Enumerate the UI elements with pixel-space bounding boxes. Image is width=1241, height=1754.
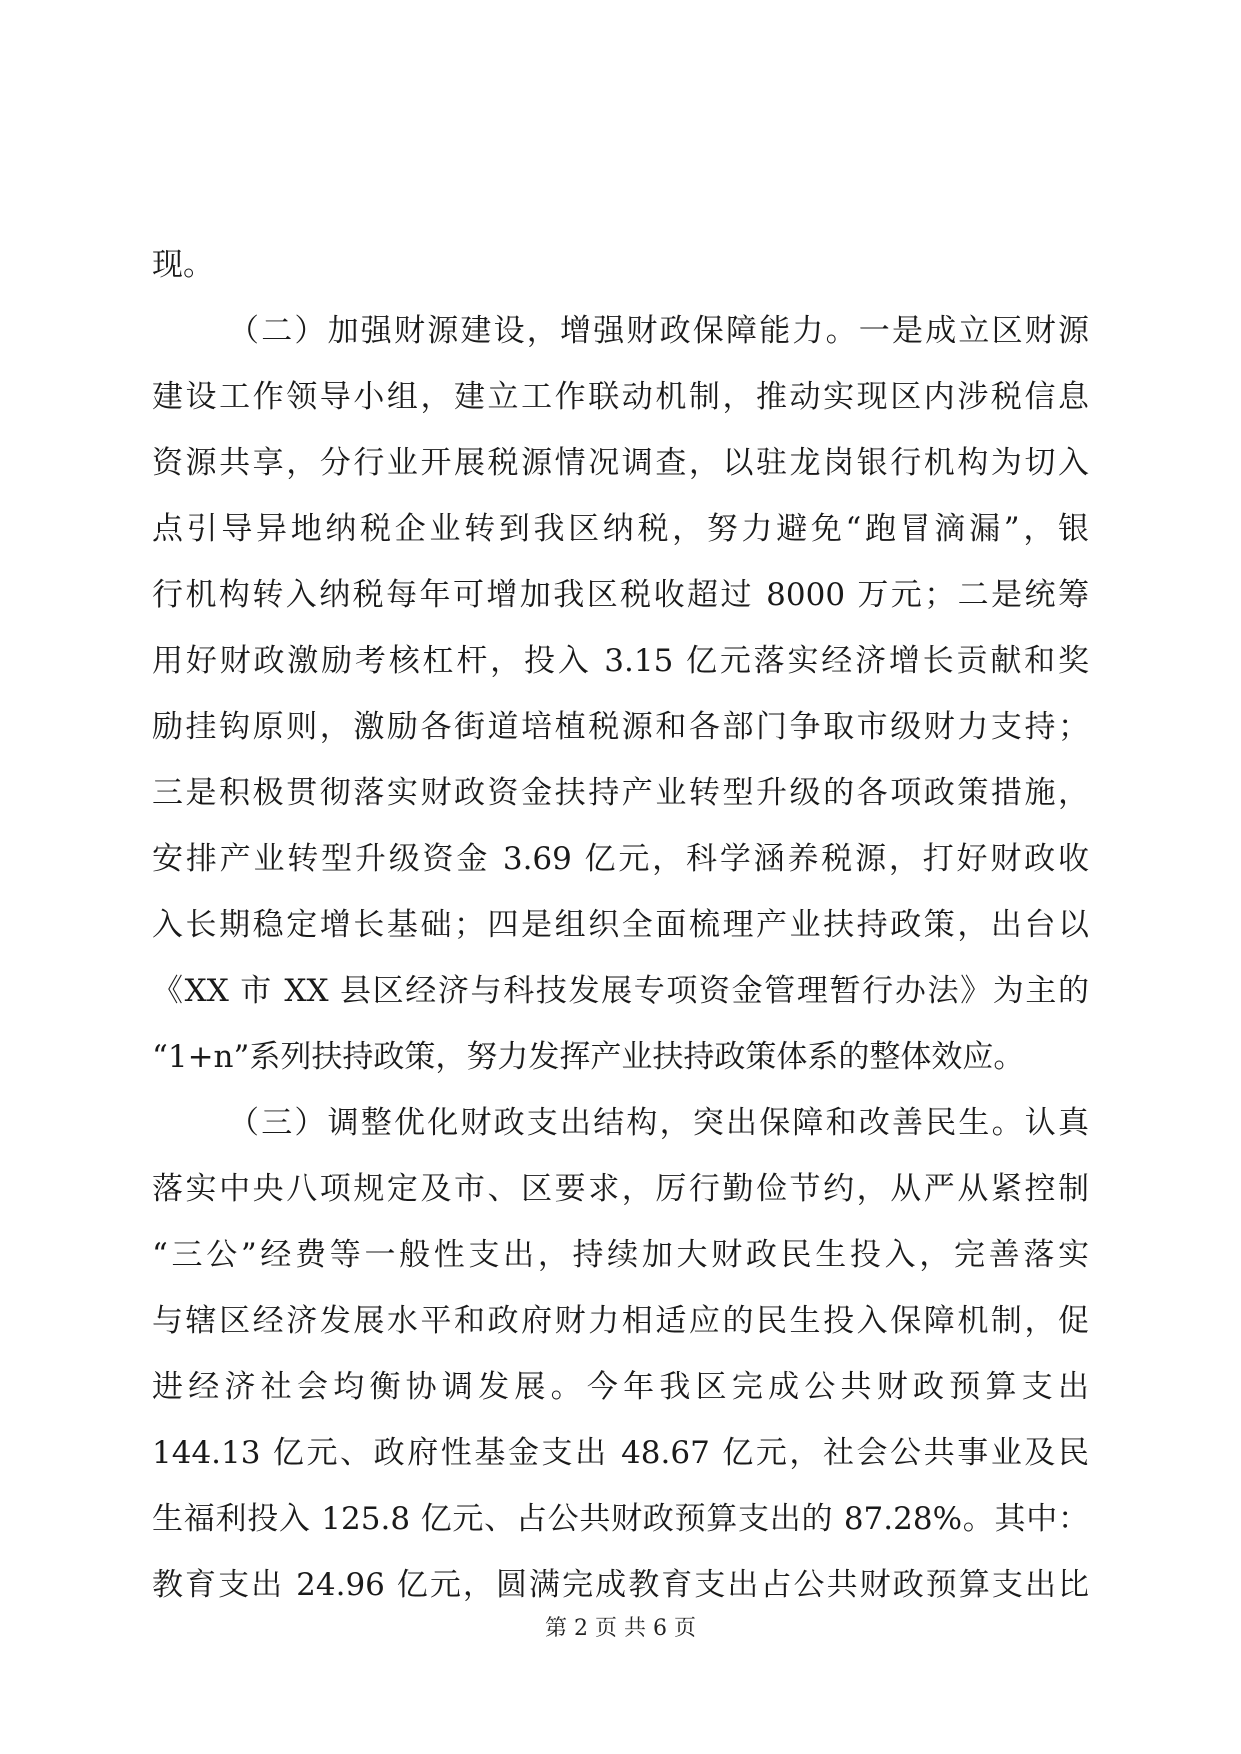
text-line-13: “1+n”系列扶持政策，努力发挥产业扶持政策体系的整体效应。 bbox=[152, 1039, 1025, 1075]
text-line-4: 资源共享，分行业开展税源情况调查，以驻龙岗银行机构为切入 bbox=[152, 445, 1089, 481]
text-line-16: “三公”经费等一般性支出，持续加大财政民生投入，完善落实 bbox=[152, 1237, 1089, 1273]
text-line-3: 建设工作领导小组，建立工作联动机制，推动实现区内涉税信息 bbox=[152, 379, 1089, 415]
text-line-5: 点引导异地纳税企业转到我区纳税，努力避免“跑冒滴漏”，银 bbox=[152, 511, 1089, 547]
text-line-12: 《XX 市 XX 县区经济与科技发展专项资金管理暂行办法》为主的 bbox=[152, 973, 1089, 1009]
text-line-9: 三是积极贯彻落实财政资金扶持产业转型升级的各项政策措施， bbox=[152, 775, 1089, 811]
text-line-11: 入长期稳定增长基础；四是组织全面梳理产业扶持政策，出台以 bbox=[152, 907, 1089, 943]
page-number-footer: 第 2 页 共 6 页 bbox=[545, 1616, 696, 1641]
section-three-heading-line: （三）调整优化财政支出结构，突出保障和改善民生。认真 bbox=[228, 1105, 1089, 1141]
text-line-20: 生福利投入 125.8 亿元、占公共财政预算支出的 87.28%。其中： bbox=[152, 1501, 1089, 1537]
text-line-18: 进经济社会均衡协调发展。今年我区完成公共财政预算支出 bbox=[152, 1369, 1089, 1405]
text-line-10: 安排产业转型升级资金 3.69 亿元，科学涵养税源，打好财政收 bbox=[152, 841, 1089, 877]
text-line-8: 励挂钩原则，激励各街道培植税源和各部门争取市级财力支持； bbox=[152, 709, 1089, 745]
text-line-15: 落实中央八项规定及市、区要求，厉行勤俭节约，从严从紧控制 bbox=[152, 1171, 1089, 1207]
text-line-6: 行机构转入纳税每年可增加我区税收超过 8000 万元；二是统筹 bbox=[152, 577, 1089, 613]
text-line-1: 现。 bbox=[152, 247, 214, 283]
text-line-7: 用好财政激励考核杠杆，投入 3.15 亿元落实经济增长贡献和奖 bbox=[152, 643, 1089, 679]
body-text bbox=[152, 232, 1089, 1618]
text-line-19: 144.13 亿元、政府性基金支出 48.67 亿元，社会公共事业及民 bbox=[152, 1435, 1089, 1471]
section-two-heading-line: （二）加强财源建设，增强财政保障能力。一是成立区财源 bbox=[228, 313, 1089, 349]
text-line-17: 与辖区经济发展水平和政府财力相适应的民生投入保障机制，促 bbox=[152, 1303, 1089, 1339]
text-line-21: 教育支出 24.96 亿元，圆满完成教育支出占公共财政预算支出比 bbox=[152, 1567, 1089, 1603]
